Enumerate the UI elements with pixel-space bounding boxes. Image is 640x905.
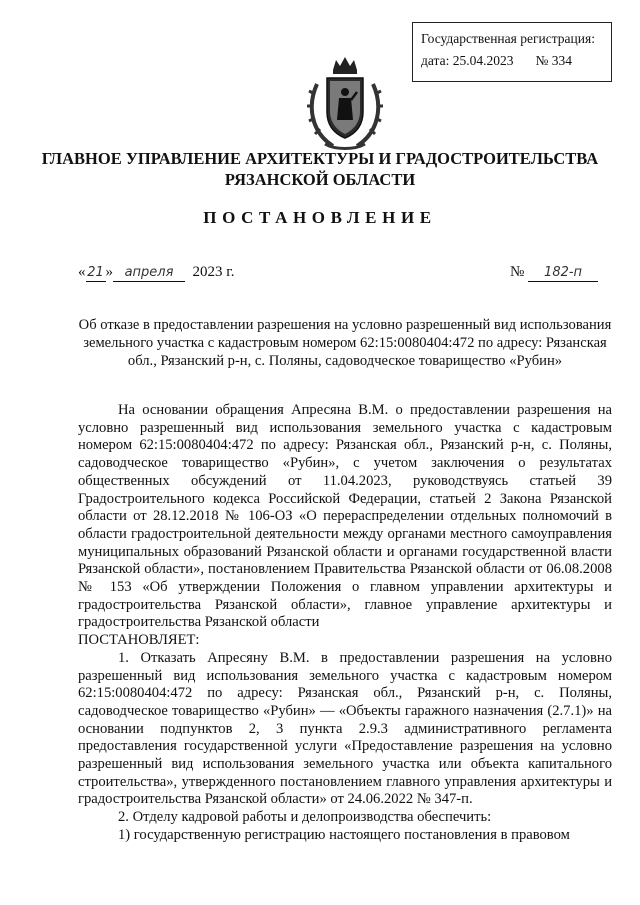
authority-line-1: ГЛАВНОЕ УПРАВЛЕНИЕ АРХИТЕКТУРЫ И ГРАДОСТРОИТЕЛЬСТВА <box>41 149 599 168</box>
preamble-paragraph: На основании обращения Апресяна В.М. о предоставлении разрешения на условно разрешенный вид использования земельного участка с кадастровым номером 62:15:0080404:472 по адресу: Рязанская обл., Рязанский р-н, с. Поляны, садоводческое товарищество «Рубин», с учетом заключения о результатах общественных обсуждений от 11.04.2023, руководствуясь статьей 39 Градостроительного кодекса Российской Федерации, статьей 2 Закона Рязанской области от 28.12.2018 № 106-ОЗ «О перераспределении отдельных полномочий в области градостроительной деятельности между органами местного самоуправления муниципальных образований Рязанской области и органами государственной власти Рязанской области», постановлением Правительства Рязанской области от 06.08.2008 № 153 «Об утверждении Положения о главном управлении архитектуры и градостроительства Рязанской области», главное управление архитектуры и градостроительства Рязанской области <box>78 402 612 631</box>
registration-label: Государственная регистрация: <box>421 31 595 46</box>
number-value: 182-п <box>528 265 598 282</box>
registration-number: № 334 <box>535 53 572 68</box>
registration-details <box>421 50 611 72</box>
document-date <box>78 264 234 282</box>
issuing-authority <box>0 148 640 190</box>
date-month: апреля <box>113 265 185 282</box>
item-1-paragraph: 1. Отказать Апресяну В.М. в предоставлении разрешения на условно разрешенный вид использования земельного участка с кадастровым номером 62:15:0080404:472 по адресу: Рязанская обл., Рязанский р-н, с. Поляны, садоводческое товарищество «Рубин» — «Объекты гаражного назначения (2.7.1)» на основании подпунктов 2, 3 пункта 2.9.3 административного регламента предоставления государственной услуги «Предоставление разрешения на условно разрешенный вид использования земельного участка или объекта капитального строительства», утвержденного постановлением главного управления архитектуры и градостроительства Рязанской области» от 24.06.2022 № 347-п. <box>78 649 612 808</box>
date-day: 21 <box>87 265 104 280</box>
document-type-title: ПОСТАНОВЛЕНИЕ <box>203 208 437 227</box>
item-2-paragraph: 2. Отделу кадровой работы и делопроизводства обеспечить: <box>118 809 492 826</box>
document-body <box>78 402 612 845</box>
document-subject: Об отказе в предоставлении разрешения на условно разрешенный вид использования земельного участка с кадастровым номером 62:15:0080404:472 по адресу: Рязанская обл., Рязанский р-н, с. Поляны, садоводческое товарищество «Рубин» <box>78 317 612 369</box>
registration-stamp <box>412 22 612 82</box>
coat-of-arms-icon <box>303 54 387 154</box>
item-2-1-paragraph: 1) государственную регистрацию настоящего постановления в правовом <box>118 826 570 843</box>
date-open-quote: « <box>78 264 86 280</box>
registration-date: дата: 25.04.2023 <box>421 53 514 68</box>
authority-line-2: РЯЗАНСКОЙ ОБЛАСТИ <box>224 170 416 189</box>
document-number <box>510 264 598 282</box>
date-close-quote: » <box>105 264 113 280</box>
date-year: 2023 г. <box>192 264 235 280</box>
resolves-heading: ПОСТАНОВЛЯЕТ: <box>78 632 200 649</box>
number-prefix: № <box>510 264 525 280</box>
